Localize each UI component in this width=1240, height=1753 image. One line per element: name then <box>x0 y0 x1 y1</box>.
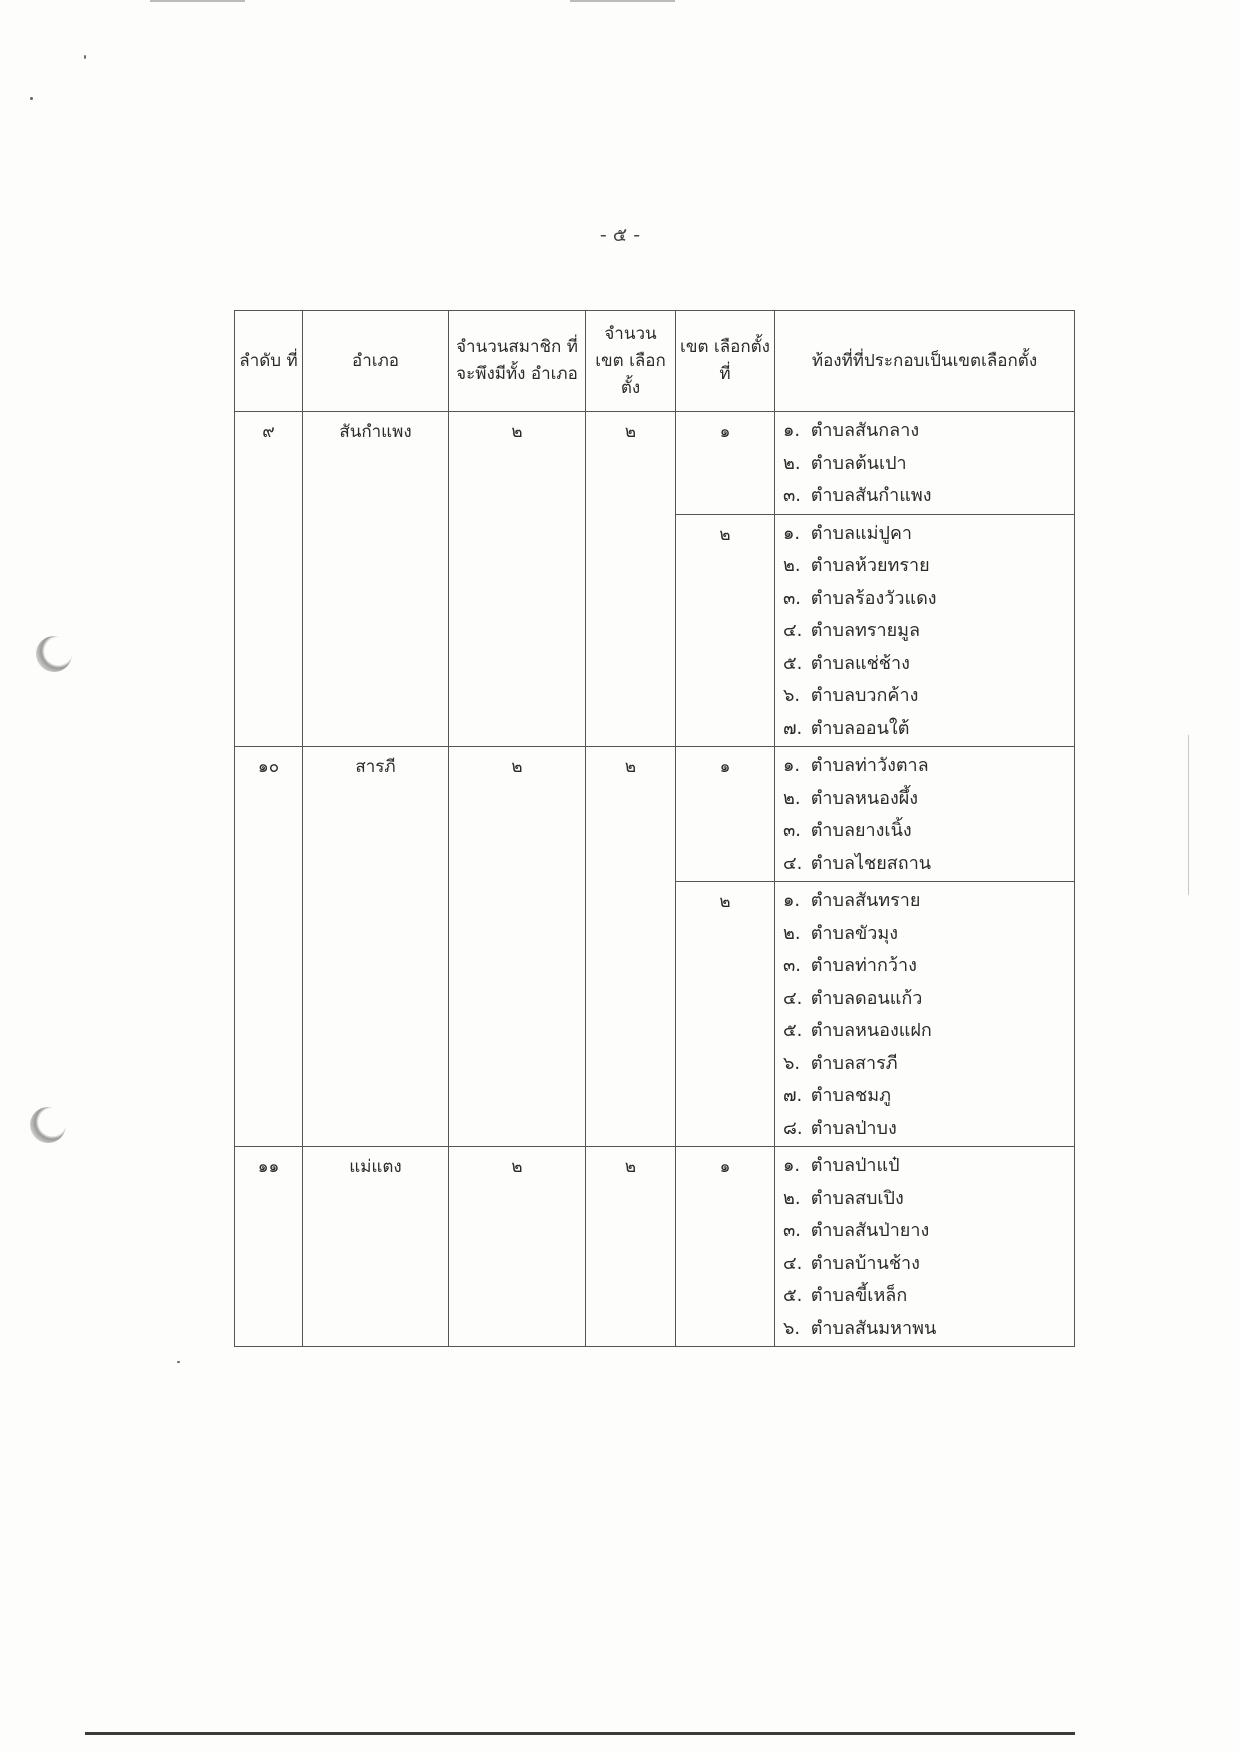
area-item-name: ตำบลดอนแก้ว <box>810 987 923 1009</box>
list-item <box>783 849 1066 882</box>
header-seq: ลำดับ ที่ <box>235 311 303 412</box>
area-item-name: ตำบลแช่ช้าง <box>810 652 910 674</box>
area-item-number: ๑. <box>783 755 801 776</box>
area-list <box>775 747 1074 881</box>
area-item-number: ๔. <box>783 1252 803 1274</box>
cell-district-no: ๑ <box>676 1147 775 1347</box>
area-item-name: ตำบลขัวมุง <box>810 922 899 944</box>
area-item-number: ๑. <box>783 1155 801 1176</box>
cell-members: ๒ <box>449 1147 586 1347</box>
cell-areas <box>775 882 1075 1147</box>
list-item <box>783 1314 1066 1347</box>
area-item-number: ๓. <box>783 485 802 506</box>
area-item-number: ๕. <box>783 1020 803 1041</box>
cell-areas <box>775 1147 1075 1347</box>
table-row <box>235 747 1075 882</box>
list-item <box>783 751 1066 784</box>
footer-rule <box>85 1732 1075 1735</box>
list-item <box>783 886 1066 919</box>
list-item <box>783 584 1066 617</box>
cell-areas <box>775 514 1075 747</box>
list-item <box>783 784 1066 817</box>
list-item <box>783 416 1066 449</box>
cell-amphoe: แม่แตง <box>303 1147 449 1347</box>
area-item-number: ๖. <box>783 685 801 706</box>
scan-speck <box>30 97 33 100</box>
area-item-name: ตำบลสันป่ายาง <box>810 1220 930 1241</box>
list-item <box>783 519 1066 552</box>
cell-areas <box>775 747 1075 882</box>
cell-seq: ๑๐ <box>235 747 303 1147</box>
list-item <box>783 1249 1066 1282</box>
area-item-name: ตำบลสันกลาง <box>810 420 920 441</box>
cell-district-no: ๒ <box>676 514 775 747</box>
area-item-name: ตำบลหนองผึ้ง <box>810 787 919 809</box>
area-item-number: ๒. <box>783 555 801 576</box>
area-item-number: ๑. <box>783 890 801 911</box>
area-item-number: ๕. <box>783 652 803 674</box>
area-item-name: ตำบลขี้เหล็ก <box>810 1285 908 1306</box>
list-item <box>783 951 1066 984</box>
list-item <box>783 449 1066 482</box>
area-item-name: ตำบลหนองแฝก <box>810 1020 932 1041</box>
area-item-name: ตำบลป่าแป๋ <box>810 1155 900 1176</box>
list-item <box>783 1081 1066 1114</box>
table-row <box>235 412 1075 515</box>
area-item-number: ๘. <box>783 1117 803 1139</box>
area-item-number: ๓. <box>783 587 802 609</box>
scan-speck <box>177 1361 180 1363</box>
area-item-name: ตำบลสันทราย <box>810 890 921 911</box>
header-members: จำนวนสมาชิก ที่จะพึงมีทั้ง อำเภอ <box>449 311 586 412</box>
list-item <box>783 1281 1066 1314</box>
area-item-name: ตำบลยางเนิ้ง <box>810 820 912 841</box>
table-header-row <box>235 311 1075 412</box>
area-item-name: ตำบลต้นเปา <box>810 452 907 474</box>
list-item <box>783 616 1066 649</box>
area-item-number: ๒. <box>783 922 801 944</box>
cell-districts-count: ๒ <box>586 1147 676 1347</box>
area-item-number: ๓. <box>783 820 802 841</box>
area-item-name: ตำบลบ้านช้าง <box>810 1252 920 1274</box>
header-district-no: เขต เลือกตั้งที่ <box>676 311 775 412</box>
area-item-number: ๓. <box>783 955 802 976</box>
area-item-number: ๗. <box>783 1085 803 1106</box>
list-item <box>783 551 1066 584</box>
list-item <box>783 714 1066 747</box>
list-item <box>783 984 1066 1017</box>
cell-districts-count: ๒ <box>586 747 676 1147</box>
area-list <box>775 515 1074 747</box>
area-item-name: ตำบลบวกค้าง <box>810 685 919 706</box>
header-areas: ท้องที่ที่ประกอบเป็นเขตเลือกตั้ง <box>775 311 1075 412</box>
cell-district-no: ๑ <box>676 412 775 515</box>
area-item-name: ตำบลร้องวัวแดง <box>810 587 937 609</box>
scan-edge-line <box>1188 735 1189 895</box>
scan-top-rule-left <box>150 0 245 2</box>
cell-seq: ๑๑ <box>235 1147 303 1347</box>
area-item-name: ตำบลสบเปิง <box>810 1187 904 1209</box>
area-item-name: ตำบลสารภี <box>810 1052 898 1074</box>
area-item-number: ๒. <box>783 787 801 809</box>
punch-hole-upper <box>36 636 72 672</box>
list-item <box>783 481 1066 514</box>
area-item-name: ตำบลป่าบง <box>810 1117 897 1139</box>
list-item <box>783 816 1066 849</box>
list-item <box>783 1184 1066 1217</box>
area-item-number: ๔. <box>783 987 803 1009</box>
area-item-name: ตำบลแม่ปูคา <box>810 522 913 544</box>
area-list <box>775 412 1074 514</box>
cell-amphoe: สันกำแพง <box>303 412 449 747</box>
area-item-name: ตำบลสันมหาพน <box>810 1317 937 1339</box>
list-item <box>783 1151 1066 1184</box>
cell-district-no: ๑ <box>676 747 775 882</box>
area-item-number: ๕. <box>783 1285 803 1306</box>
area-list <box>775 1147 1074 1346</box>
header-amphoe: อำเภอ <box>303 311 449 412</box>
list-item <box>783 681 1066 714</box>
area-item-number: ๓. <box>783 1220 802 1241</box>
cell-members: ๒ <box>449 747 586 1147</box>
area-item-number: ๒. <box>783 1187 801 1209</box>
area-item-name: ตำบลสันกำแพง <box>810 485 932 506</box>
list-item <box>783 1016 1066 1049</box>
cell-districts-count: ๒ <box>586 412 676 747</box>
list-item <box>783 1049 1066 1082</box>
page-number: - ๕ - <box>599 224 641 246</box>
area-item-number: ๖. <box>783 1052 801 1074</box>
area-item-name: ตำบลห้วยทราย <box>810 555 930 576</box>
area-item-name: ตำบลท่ากว้าง <box>810 955 917 976</box>
area-list <box>775 882 1074 1146</box>
list-item <box>783 1114 1066 1147</box>
cell-areas <box>775 412 1075 515</box>
area-item-number: ๑. <box>783 420 801 441</box>
area-item-name: ตำบลไชยสถาน <box>810 852 932 874</box>
punch-hole-lower <box>30 1107 66 1143</box>
electoral-districts-table <box>234 310 1075 1347</box>
cell-district-no: ๒ <box>676 882 775 1147</box>
cell-members: ๒ <box>449 412 586 747</box>
list-item <box>783 1216 1066 1249</box>
area-item-number: ๔. <box>783 852 803 874</box>
area-item-name: ตำบลออนใต้ <box>810 717 910 739</box>
cell-seq: ๙ <box>235 412 303 747</box>
area-item-name: ตำบลทรายมูล <box>810 620 921 641</box>
header-districts-count: จำนวน เขต เลือกตั้ง <box>586 311 676 412</box>
list-item <box>783 919 1066 952</box>
cell-amphoe: สารภี <box>303 747 449 1147</box>
area-item-number: ๒. <box>783 452 801 474</box>
scan-speck <box>84 55 86 59</box>
area-item-number: ๔. <box>783 620 803 641</box>
area-item-number: ๖. <box>783 1317 801 1339</box>
area-item-name: ตำบลท่าวังตาล <box>810 755 929 776</box>
table-body <box>235 412 1075 1347</box>
table-row <box>235 1147 1075 1347</box>
area-item-number: ๗. <box>783 717 803 739</box>
list-item <box>783 649 1066 682</box>
area-item-number: ๑. <box>783 522 801 544</box>
scan-top-rule-right <box>570 0 675 2</box>
area-item-name: ตำบลชมภู <box>810 1085 891 1106</box>
